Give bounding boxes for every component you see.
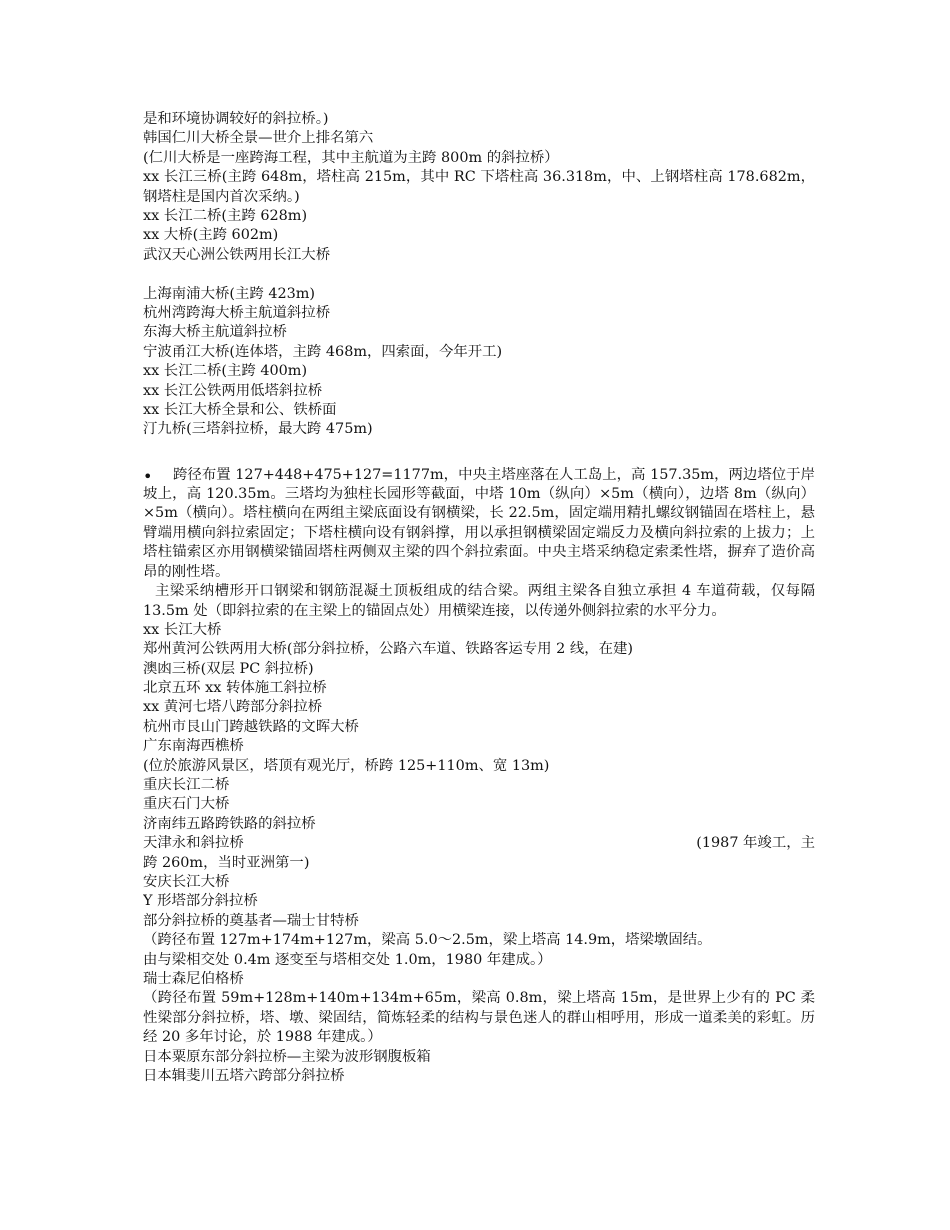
list-item: 杭州市艮山门跨越铁路的文晖大桥 (143, 718, 359, 735)
bullet-icon: • (143, 466, 153, 486)
list-item: 日本粟原东部分斜拉桥—主梁为波形钢腹板箱 (143, 1048, 431, 1065)
text-line: 韩国仁川大桥全景—世介上排名第六 (143, 130, 374, 147)
text-line: （跨径布置 127m+174m+127m，梁高 5.0～2.5m，梁上塔高 14.9m，塔梁墩固结。 (143, 932, 712, 949)
list-item: 重庆长江二桥 (143, 777, 230, 794)
text-line: 宁波甬江大桥(连体塔，主跨 468m，四索面，今年开工) (143, 343, 503, 360)
list-item: 济南纬五路跨铁路的斜拉桥 (143, 815, 316, 832)
document-body (143, 110, 815, 1086)
list-item: 广东南海西樵桥 (143, 738, 244, 755)
list-item: xx 长江大桥 (143, 621, 222, 638)
text-line: 东海大桥主航道斜拉桥 (143, 324, 287, 341)
list-item: 瑞士森尼伯格桥 (143, 970, 244, 987)
text-line: (仁川大桥是一座跨海工程，其中主航道为主跨 800m 的斜拉桥） (143, 149, 559, 166)
text-line: 跨 260m，当时亚洲第一) (143, 854, 310, 871)
list-item: 郑州黄河公铁两用大桥(部分斜拉桥，公路六车道、铁路客运专用 2 线，在建) (143, 641, 634, 658)
text-line: 杭州湾跨海大桥主航道斜拉桥 (143, 304, 331, 321)
text-line: xx 长江二桥(主跨 628m) (143, 207, 308, 224)
list-item: 重庆石门大桥 (143, 796, 230, 813)
list-item: 北京五环 xx 转体施工斜拉桥 (143, 680, 327, 697)
blank-line (143, 265, 815, 284)
text-line: 由与梁相交处 0.4m 逐变至与塔相交处 1.0m，1980 年建成。） (143, 951, 552, 968)
text-line: xx 长江公铁两用低塔斜拉桥 (143, 382, 323, 399)
paragraph-sunniberg: （跨径布置 59m+128m+140m+134m+65m，梁高 0.8m，梁上塔高 15m，是世界上少有的 PC 柔性梁部分斜拉桥，塔、墩、梁固结，简炼轻柔的结构与景色迷人的群山相呼用，形成一道柔美的彩虹。历经 20 多年讨论，於 1988 年建成。） (143, 990, 815, 1046)
list-item: 部分斜拉桥的奠基者—瑞士甘特桥 (143, 912, 359, 929)
text-line: xx 长江二桥(主跨 400m) (143, 363, 308, 380)
list-item: 澳凼三桥(双层 PC 斜拉桥) (143, 660, 314, 677)
list-item: 安庆长江大桥 (143, 874, 230, 890)
list-item: xx 黄河七塔八跨部分斜拉桥 (143, 699, 323, 716)
tianjin-title: 天津永和斜拉桥 (143, 835, 244, 852)
text-line: 汀九桥(三塔斜拉桥，最大跨 475m) (143, 421, 373, 438)
list-item: (位於旅游风景区，塔顶有观光厅，桥跨 125+110m、宽 13m) (143, 757, 550, 774)
paragraph-main-beam: 主梁采纳槽形开口钢梁和钢筋混凝土顶板组成的结合梁。两组主梁各自独立承担 4 车道荷载，仅每隔 13.5m 处（即斜拉索的在主梁上的锚固点处）用横梁连接，以传递外侧斜拉索的水平分力。 (143, 583, 815, 619)
text-line: xx 长江大桥全景和公、铁桥面 (143, 401, 337, 418)
text-line: 上海南浦大桥(主跨 423m) (143, 285, 316, 302)
bullet-paragraph (143, 466, 815, 582)
bullet-paragraph-text: 跨径布置 127+448+475+127=1177m，中央主塔座落在人工岛上，高 157.35m，两边塔位于岸坡上，高 120.35m。三塔均为独柱长园形等截面，中塔 10m（纵向）×5m（横向），边塔 8m（纵向）×5m（横向）。塔柱横向在两组主梁底面设有钢横梁，长 22.5m，固定端用精扎螺纹钢锚固在塔柱上，悬臂端用横向斜拉索固定；下塔柱横向设有钢斜撑，用以承担钢横梁固定端反力及横向斜拉索的上拔力；上塔柱锚索区亦用钢横梁锚固塔柱两侧双主梁的四个斜拉索面。中央主塔采纳稳定索柔性塔，摒弃了造价高昂的刚性塔。 (143, 466, 815, 580)
text-line: xx 大桥(主跨 602m) (143, 227, 279, 244)
blank-line (143, 440, 815, 466)
tianjin-line (143, 834, 815, 853)
text-line: 是和环境协调较好的斜拉桥。) (143, 111, 329, 127)
tianjin-note: (1987 年竣工，主 (696, 835, 815, 852)
list-item: Y 形塔部分斜拉桥 (143, 893, 258, 910)
paragraph-changjiang-3: xx 长江三桥(主跨 648m，塔柱高 215m，其中 RC 下塔柱高 36.318m，中、上钢塔柱高 178.682m，钢塔柱是国内首次采纳。) (143, 169, 815, 205)
text-line: 武汉天心洲公铁两用长江大桥 (143, 246, 331, 263)
list-item: 日本辑斐川五塔六跨部分斜拉桥 (143, 1067, 345, 1084)
